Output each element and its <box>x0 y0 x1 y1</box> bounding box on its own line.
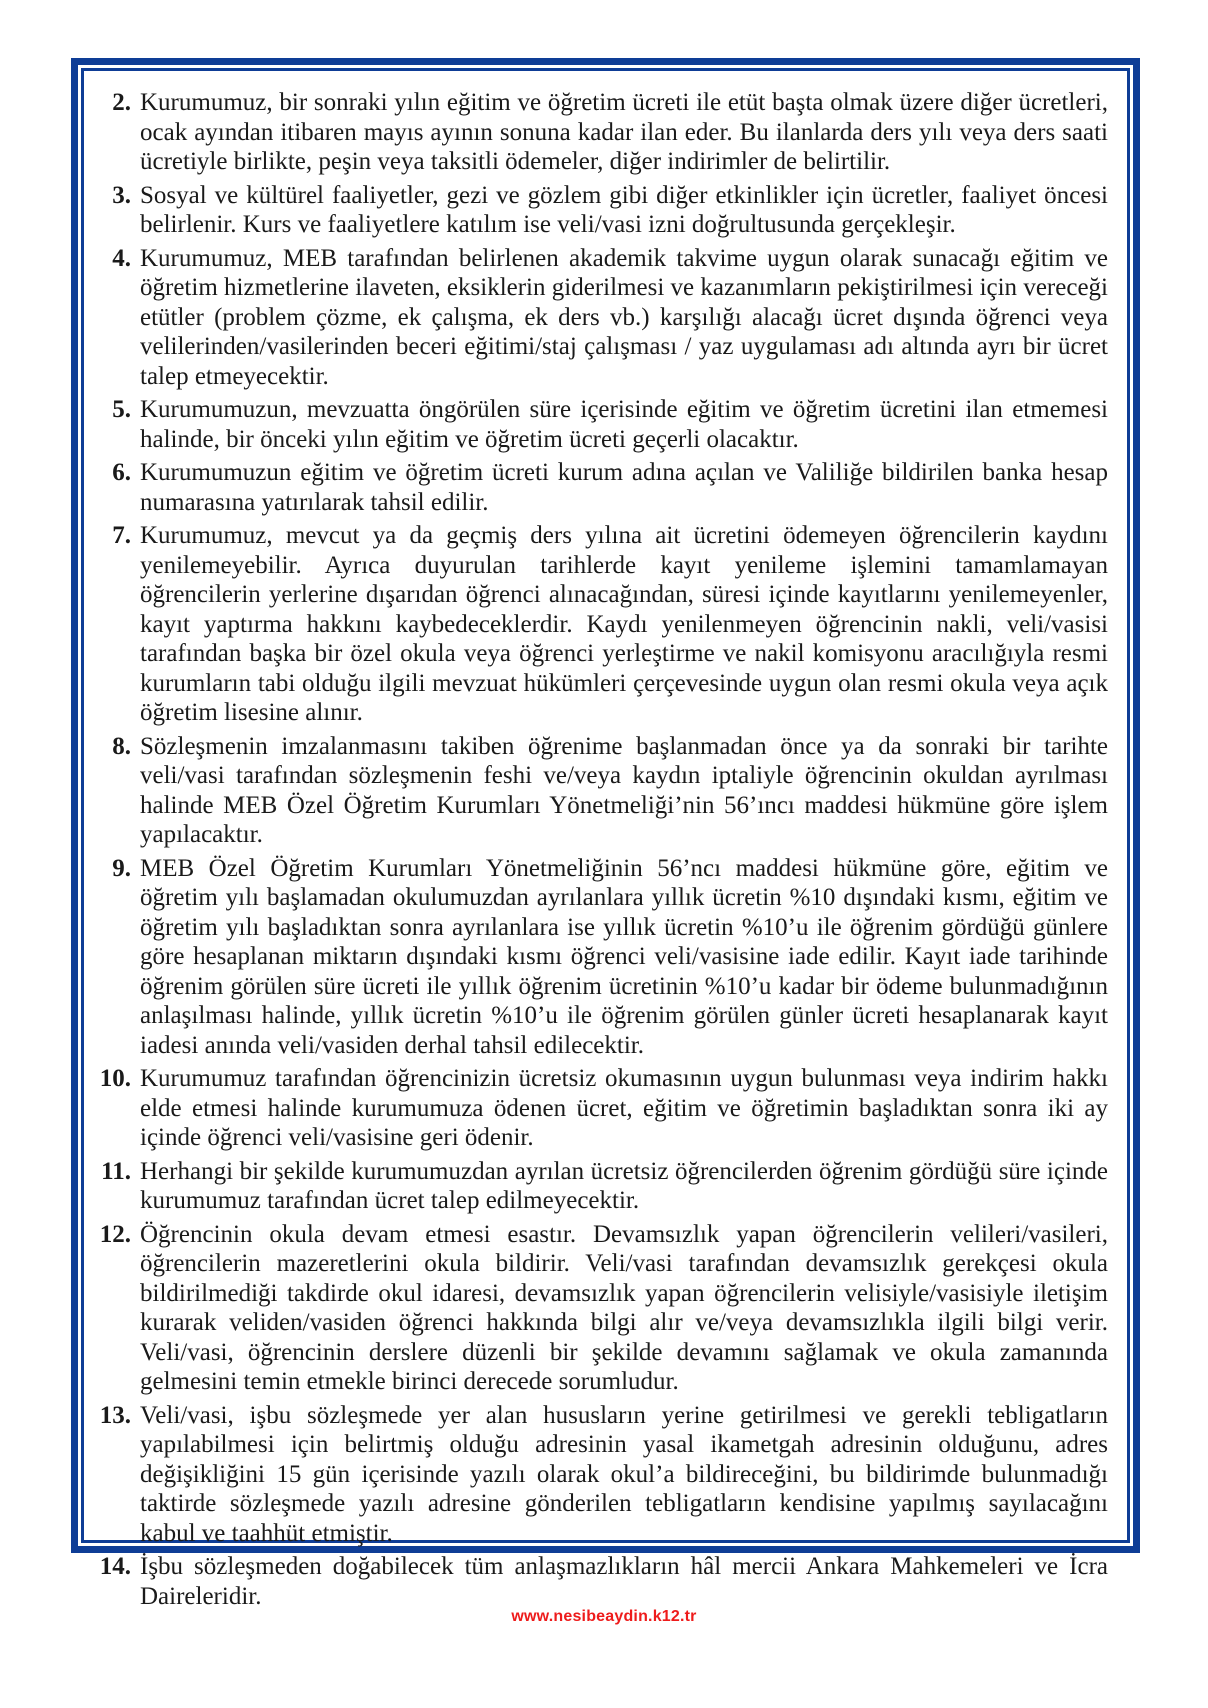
clause-number: 14. <box>99 1553 131 1580</box>
clause-text: Kurumumuz tarafından öğrencinizin ücretsiz okumasının uygun bulunması veya indirim hakkı elde etmesi halinde kurumumuza ödenen ücret, eğitim ve öğretimin başladıktan sonra iki ay içinde öğrenci veli/vasisine geri ödenir. <box>140 1065 1108 1151</box>
clause-text: Öğrencinin okula devam etmesi esastır. Devamsızlık yapan öğrencilerin velileri/vasileri, öğrencilerin mazeretlerini okula bildirir. Veli/vasi tarafından devamsızlık gerekçesi okula bildirilmediği takdirde okul idaresi, devamsızlık yapan öğrencilerin velisiyle/vasisiyle iletişim kurarak veliden/vasiden öğrenci hakkında bilgi alır ve/veya devamsızlıkla ilgili bilgi verir. Veli/vasi, öğrencinin derslere düzenli bir şekilde devamını sağlamak ve okula zamanında gelmesini temin etmekle birinci derecede sorumludur. <box>140 1220 1108 1395</box>
clause-number: 13. <box>99 1401 131 1429</box>
footer <box>0 1608 1208 1626</box>
clause-item <box>86 1157 1108 1216</box>
clause-number: 2. <box>112 89 131 116</box>
clause-number: 10. <box>99 1065 131 1092</box>
clause-number: 11. <box>101 1157 131 1185</box>
clause-number: 5. <box>112 396 131 423</box>
clause-text: İşbu sözleşmeden doğabilecek tüm anlaşmazlıkların hâl mercii Ankara Mahkemeleri ve İcra Daireleridir. <box>140 1553 1108 1610</box>
clause-number: 8. <box>112 732 131 760</box>
clause-text: Sözleşmenin imzalanmasını takiben öğrenime başlanmadan önce ya da sonraki bir tarihte veli/vasi tarafından sözleşmenin feshi ve/veya kaydın iptaliyle öğrencinin okuldan ayrılması halinde MEB Özel Öğretim Kurumları Yönetmeliği’nin 56’ıncı maddesi hükmüne göre işlem yapılacaktır. <box>140 732 1108 848</box>
clause-item <box>86 395 1108 454</box>
clause-text: Kurumumuzun, mevzuatta öngörülen süre içerisinde eğitim ve öğretim ücretini ilan etmemesi halinde, bir önceki yılın eğitim ve öğretim ücreti geçerli olacaktır. <box>140 396 1108 453</box>
clause-item <box>86 1552 1108 1611</box>
clause-text: MEB Özel Öğretim Kurumları Yönetmeliğinin 56’ncı maddesi hükmüne göre, eğitim ve öğretim yılı başlamadan okulumuzdan ayrılanlara yıllık ücretin %10 dışındaki kısmı, eğitim ve öğretim yılı başladıktan sonra ayrılanlara ise yıllık ücretin %10’u ile öğrenim gördüğü günlere göre hesaplanan miktarın dışındaki kısmı öğrenci veli/vasisine iade edilir. Kayıt iade tarihinde öğrenim görülen süre ücreti ile yıllık öğrenim ücretinin %10’u kadar bir ödeme bulunmadığının anlaşılması halinde, yıllık ücretin %10’u ile öğrenim görülen günler ücreti hesaplanarak kayıt iadesi anında veli/vasiden derhal tahsil edilecektir. <box>140 854 1108 1059</box>
clause-text: Veli/vasi, işbu sözleşmede yer alan hususların yerine getirilmesi ve gerekli tebligatların yapılabilmesi için belirtmiş olduğu adresinin yasal ikametgah adresinin olduğunu, adres değişikliğini 15 gün içerisinde yazılı olarak okul’a bildireceğini, bu bildirimde bulunmadığı taktirde sözleşmede yazılı adresine gönderilen tebligatların kendisine yapılmış sayılacağını kabul ve taahhüt etmiştir. <box>140 1401 1108 1547</box>
clause-text: Kurumumuzun eğitim ve öğretim ücreti kurum adına açılan ve Valiliğe bildirilen banka hesap numarasına yatırılarak tahsil edilir. <box>140 459 1108 516</box>
clause-number: 4. <box>112 244 131 272</box>
clause-number: 6. <box>112 459 131 486</box>
clause-item <box>86 1401 1108 1549</box>
clause-item <box>86 458 1108 517</box>
clause-item <box>86 732 1108 850</box>
clause-text: Kurumumuz, MEB tarafından belirlenen akademik takvime uygun olarak sunacağı eğitim ve öğretim hizmetlerine ilaveten, eksiklerin giderilmesi ve kazanımların pekiştirilmesi için vereceği etütler (problem çözme, ek çalışma, ek ders vb.) karşılığı alacağı ücret dışında öğrenci veya velilerinden/vasilerinden beceri eğitimi/staj çalışması / yaz uygulaması adı altında ayrı bir ücret talep etmeyecektir. <box>140 244 1108 390</box>
clause-text: Herhangi bir şekilde kurumumuzdan ayrılan ücretsiz öğrencilerden öğrenim gördüğü süre içinde kurumumuz tarafından ücret talep edilmeyecektir. <box>140 1157 1108 1214</box>
document-content-area <box>81 68 1130 1610</box>
clause-text: Kurumumuz, mevcut ya da geçmiş ders yılına ait ücretini ödemeyen öğrencilerin kaydını yenilemeyebilir. Ayrıca duyurulan tarihlerde kayıt yenileme işlemini tamamlamayan öğrencilerin yerlerine dışarıdan öğrenci alınacağından, süresi içinde kayıtlarını yenilemeyenler, kayıt yaptırma hakkını kaybedeceklerdir. Kaydı yenilenmeyen öğrencinin nakli, veli/vasisi tarafından başka bir özel okula veya öğrenci yerleştirme ve nakil komisyonu aracılığıyla resmi kurumların tabi olduğu ilgili mevzuat hükümleri çerçevesinde uygun olan resmi okula veya açık öğretim lisesine alınır. <box>140 522 1108 726</box>
clause-item <box>86 244 1108 392</box>
clause-number: 3. <box>112 181 131 209</box>
clause-number: 7. <box>112 522 131 549</box>
clause-item <box>86 181 1108 240</box>
clause-item <box>86 521 1108 728</box>
clause-text: Kurumumuz, bir sonraki yılın eğitim ve öğretim ücreti ile etüt başta olmak üzere diğer ücretleri, ocak ayından itibaren mayıs ayının sonuna kadar ilan eder. Bu ilanlarda ders yılı veya ders saati ücretiyle birlikte, peşin veya taksitli ödemeler, diğer indirimler de belirtilir. <box>140 89 1108 175</box>
clause-number: 9. <box>112 854 131 882</box>
clause-text: Sosyal ve kültürel faaliyetler, gezi ve gözlem gibi diğer etkinlikler için ücretler, faaliyet öncesi belirlenir. Kurs ve faaliyetlere katılım ise veli/vasi izni doğrultusunda gerçekleşir. <box>140 181 1108 238</box>
document-border-frame <box>71 58 1140 1610</box>
clause-item <box>86 88 1108 177</box>
clause-item <box>86 854 1108 1061</box>
clause-number: 12. <box>99 1220 131 1248</box>
clause-item <box>86 1220 1108 1397</box>
clause-item <box>86 1064 1108 1153</box>
numbered-clause-list <box>86 88 1108 1611</box>
footer-url: www.nesibeaydin.k12.tr <box>511 1608 697 1625</box>
